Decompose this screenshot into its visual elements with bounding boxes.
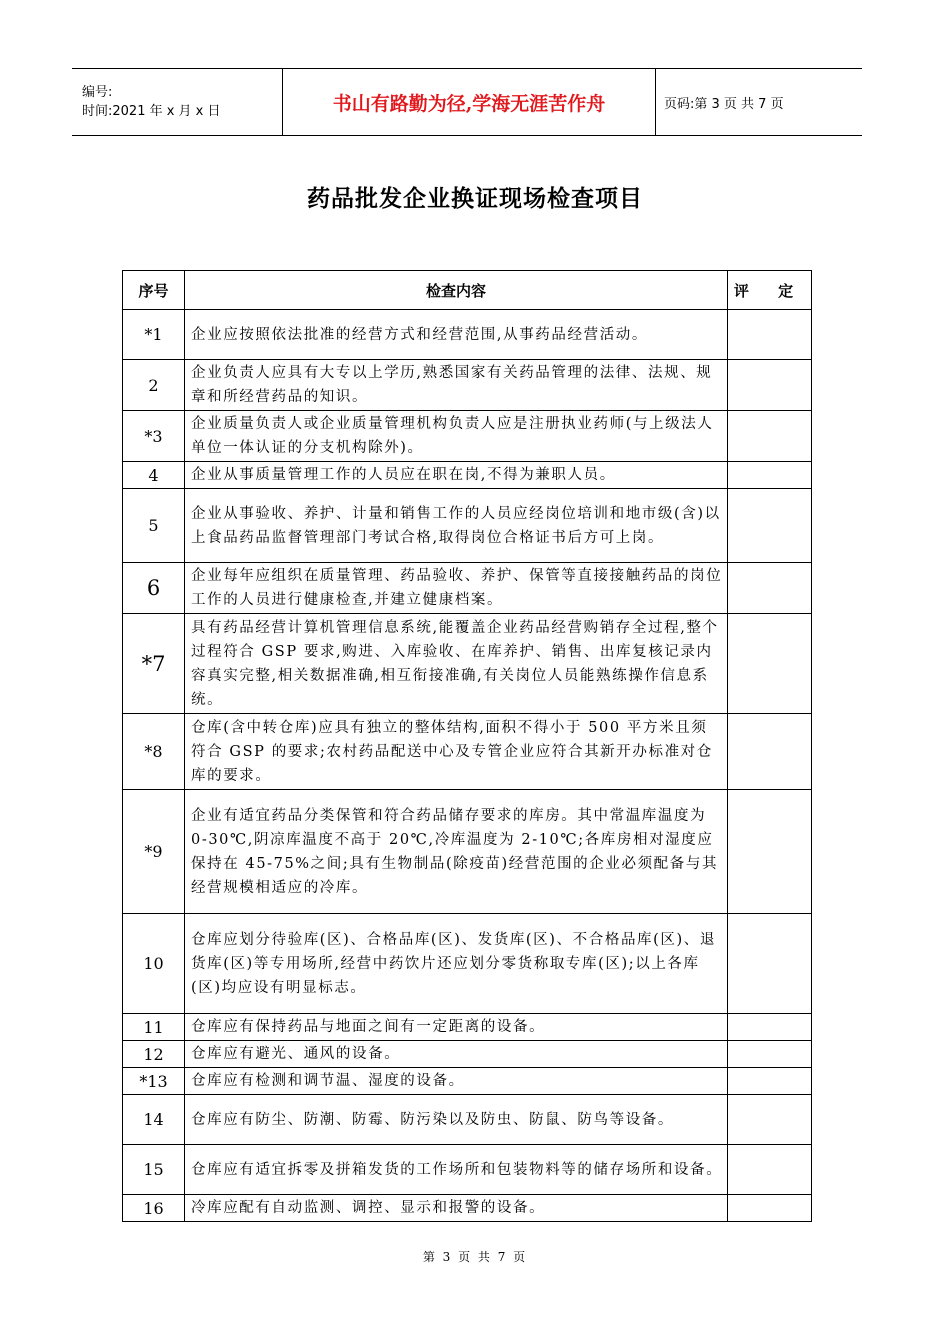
table-row (123, 489, 812, 563)
row-rating (728, 1068, 812, 1095)
row-number: 6 (123, 563, 185, 614)
table-row (123, 614, 812, 714)
row-rating (728, 790, 812, 914)
column-header-rating: 评 定 (728, 271, 812, 310)
row-number: 4 (123, 462, 185, 489)
row-number: 12 (123, 1041, 185, 1068)
table-row (123, 411, 812, 462)
column-header-content: 检查内容 (185, 271, 728, 310)
row-number: *7 (123, 614, 185, 714)
row-content: 仓库应有适宜拆零及拼箱发货的工作场所和包装物料等的储存场所和设备。 (185, 1145, 728, 1195)
table-row (123, 1145, 812, 1195)
row-rating (728, 489, 812, 563)
row-number: *9 (123, 790, 185, 914)
row-rating (728, 360, 812, 411)
header-meta (72, 69, 283, 136)
row-rating (728, 310, 812, 360)
row-content: 企业从事验收、养护、计量和销售工作的人员应经岗位培训和地市级(含)以上食品药品监督管理部门考试合格,取得岗位合格证书后方可上岗。 (185, 489, 728, 563)
row-rating (728, 1095, 812, 1145)
header-motto: 书山有路勤为径,学海无涯苦作舟 (283, 69, 656, 136)
row-number: *3 (123, 411, 185, 462)
row-content: 企业质量负责人或企业质量管理机构负责人应是注册执业药师(与上级法人单位一体认证的分支机构除外)。 (185, 411, 728, 462)
row-content: 冷库应配有自动监测、调控、显示和报警的设备。 (185, 1195, 728, 1222)
row-number: 14 (123, 1095, 185, 1145)
row-number: 2 (123, 360, 185, 411)
row-content: 企业每年应组织在质量管理、药品验收、养护、保管等直接接触药品的岗位工作的人员进行健康检查,并建立健康档案。 (185, 563, 728, 614)
table-row (123, 1014, 812, 1041)
row-number: 16 (123, 1195, 185, 1222)
row-content: 企业应按照依法批准的经营方式和经营范围,从事药品经营活动。 (185, 310, 728, 360)
table-header-row (123, 271, 812, 310)
row-rating (728, 1041, 812, 1068)
table-row (123, 563, 812, 614)
page-header (72, 68, 862, 136)
page-footer: 第 3 页 共 7 页 (422, 1250, 528, 1264)
row-content: 仓库应有检测和调节温、湿度的设备。 (185, 1068, 728, 1095)
row-rating (728, 714, 812, 790)
column-header-no: 序号 (123, 271, 185, 310)
table-row (123, 310, 812, 360)
row-number: 10 (123, 914, 185, 1014)
row-content: 企业有适宜药品分类保管和符合药品储存要求的库房。其中常温库温度为 0-30℃,阴凉库温度不高于 20℃,冷库温度为 2-10℃;各库房相对湿度应保持在 45-75%之间;具有生物制品(除疫苗)经营范围的企业必须配备与其经营规模相适应的冷库。 (185, 790, 728, 914)
table-row (123, 1041, 812, 1068)
row-rating (728, 914, 812, 1014)
row-content: 仓库应划分待验库(区)、合格品库(区)、发货库(区)、不合格品库(区)、退货库(区)等专用场所,经营中药饮片还应划分零货称取专库(区);以上各库(区)均应设有明显标志。 (185, 914, 728, 1014)
table-row (123, 714, 812, 790)
row-number: 5 (123, 489, 185, 563)
row-number: 15 (123, 1145, 185, 1195)
header-page-label: 页码:第 3 页 共 7 页 (664, 96, 784, 112)
document-title: 药品批发企业换证现场检查项目 (307, 186, 643, 212)
row-content: 企业负责人应具有大专以上学历,熟悉国家有关药品管理的法律、法规、规章和所经营药品的知识。 (185, 360, 728, 411)
row-rating (728, 1145, 812, 1195)
table-row (123, 790, 812, 914)
row-rating (728, 614, 812, 714)
table-row (123, 462, 812, 489)
row-content: 仓库(含中转仓库)应具有独立的整体结构,面积不得小于 500 平方米且须符合 GSP 的要求;农村药品配送中心及专管企业应符合其新开办标准对仓库的要求。 (185, 714, 728, 790)
row-content: 仓库应有避光、通风的设备。 (185, 1041, 728, 1068)
table-row (123, 914, 812, 1014)
row-content: 仓库应有防尘、防潮、防霉、防污染以及防虫、防鼠、防鸟等设备。 (185, 1095, 728, 1145)
table-row (123, 1195, 812, 1222)
row-number: *13 (123, 1068, 185, 1095)
row-content: 企业从事质量管理工作的人员应在职在岗,不得为兼职人员。 (185, 462, 728, 489)
row-rating (728, 563, 812, 614)
row-content: 仓库应有保持药品与地面之间有一定距离的设备。 (185, 1014, 728, 1041)
inspection-table (122, 270, 812, 1222)
row-rating (728, 462, 812, 489)
document-number-label: 编号: (82, 85, 113, 100)
table-row (123, 1095, 812, 1145)
row-number: *8 (123, 714, 185, 790)
row-content: 具有药品经营计算机管理信息系统,能覆盖企业药品经营购销存全过程,整个过程符合 GSP 要求,购进、入库验收、在库养护、销售、出库复核记录内容真实完整,相关数据准确,相互衔接准确,有关岗位人员能熟练操作信息系统。 (185, 614, 728, 714)
row-number: *1 (123, 310, 185, 360)
row-rating (728, 1195, 812, 1222)
row-number: 11 (123, 1014, 185, 1041)
document-time-label: 时间:2021 年 x 月 x 日 (82, 104, 221, 119)
table-row (123, 360, 812, 411)
row-rating (728, 411, 812, 462)
row-rating (728, 1014, 812, 1041)
table-row (123, 1068, 812, 1095)
